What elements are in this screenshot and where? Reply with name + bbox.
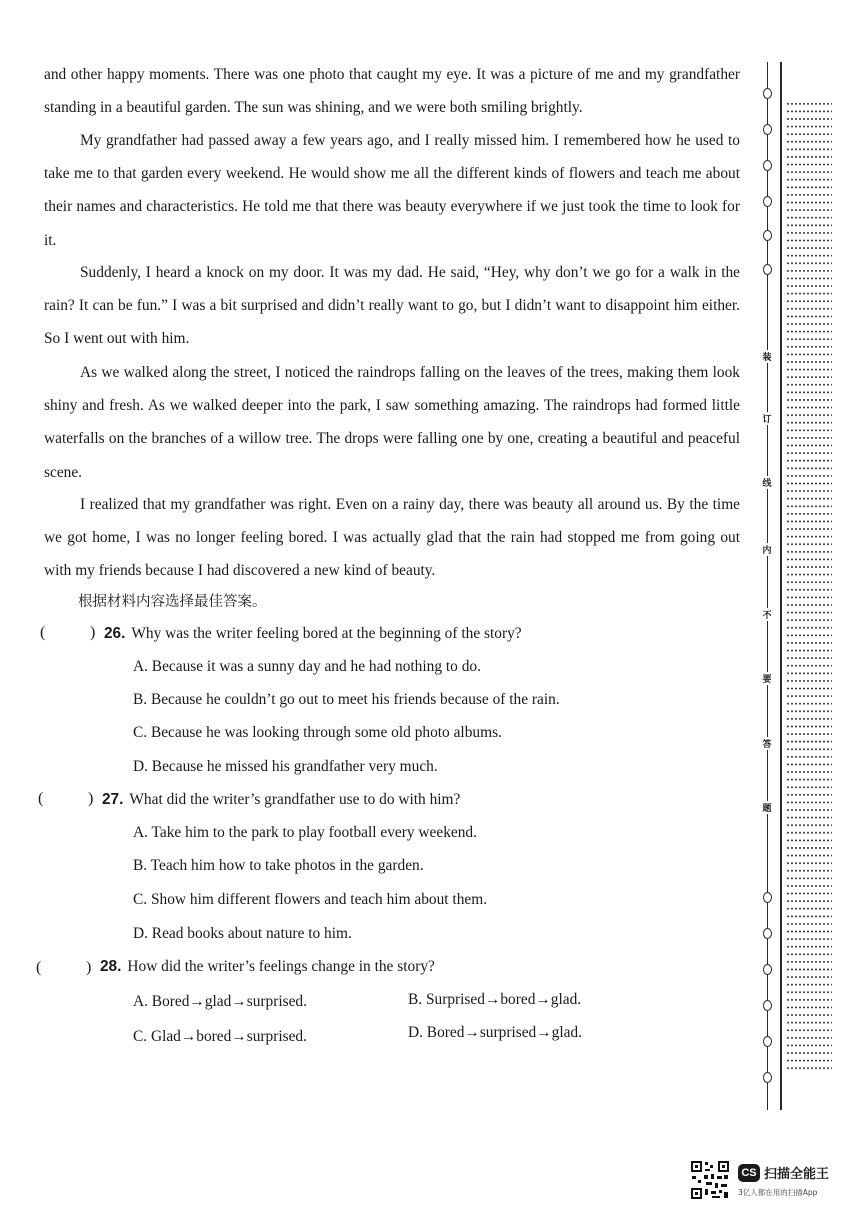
passage-paragraph-2: My grandfather had passed away a few years ago, and I really missed him. I remembered how he used to take me to that garden every weekend. He would show me all the different kinds of flowers and teach me about their names and characteristics. He told me that there was beauty everywhere if we just took the time to look for it.: [44, 132, 740, 249]
binding-hole-icon: [763, 1036, 772, 1047]
option-27-c: C. Show him different flowers and teach him about them.: [133, 891, 488, 908]
binding-hole-icon: [763, 124, 772, 135]
question-text: What did the writer’s grandfather use to do with him?: [129, 791, 461, 808]
question-27: [102, 791, 460, 809]
dotted-writing-area: [786, 100, 832, 1070]
binding-line: [767, 62, 768, 1110]
question-text: How did the writer’s feelings change in the story?: [127, 958, 435, 975]
binding-hole-icon: [763, 928, 772, 939]
binding-hole-icon: [763, 1000, 772, 1011]
binding-char: 要: [760, 672, 774, 685]
option-26-d: D. Because he missed his grandfather very much.: [133, 758, 438, 775]
answer-bracket-open: (: [36, 959, 42, 976]
question-number: 27.: [102, 791, 124, 808]
binding-hole-icon: [763, 892, 772, 903]
binding-char: 内: [760, 543, 774, 556]
option-28-d: D. Bored→surprised→glad.: [408, 1024, 582, 1041]
answer-bracket-open: (: [40, 624, 46, 641]
passage-paragraph-1: and other happy moments. There was one photo that caught my eye. It was a picture of me and my grandfather standing in a beautiful garden. The sun was shining, and we were both smiling brightly.: [44, 66, 740, 117]
question-text: Why was the writer feeling bored at the beginning of the story?: [131, 625, 522, 642]
binding-outer-line: [780, 62, 782, 1110]
question-number: 26.: [104, 625, 126, 642]
passage-paragraph-5: I realized that my grandfather was right. Even on a rainy day, there was beauty all around us. By the time we got home, I was no longer feeling bored. I was actually glad that the rain had stopped me from going out with my friends because I had discovered a new kind of beauty.: [44, 496, 740, 580]
binding-hole-icon: [763, 1072, 772, 1083]
answer-bracket-close: ): [88, 790, 94, 807]
answer-bracket-open: (: [38, 790, 44, 807]
option-26-a: A. Because it was a sunny day and he had nothing to do.: [133, 658, 481, 675]
binding-hole-icon: [763, 230, 772, 241]
option-26-c: C. Because he was looking through some old photo albums.: [133, 724, 502, 741]
binding-char: 题: [760, 801, 774, 814]
option-27-d: D. Read books about nature to him.: [133, 925, 352, 942]
answer-bracket-close: ): [90, 624, 96, 641]
binding-char: 线: [760, 476, 774, 489]
option-27-a: A. Take him to the park to play football every weekend.: [133, 824, 477, 841]
binding-char: 订: [760, 412, 774, 425]
question-28: [100, 958, 435, 976]
question-26: [104, 625, 522, 643]
instruction-text: 根据材料内容选择最佳答案。: [78, 594, 267, 610]
passage-paragraph-3: Suddenly, I heard a knock on my door. It was my dad. He said, “Hey, why don’t we go for a walk in the rain? It can be fun.” I was a bit surprised and didn’t really want to go, but I didn’t want to disappoint him either. So I went out with him.: [44, 264, 740, 348]
binding-hole-icon: [763, 964, 772, 975]
binding-char: 不: [760, 608, 774, 621]
option-28-c: C. Glad→bored→surprised.: [133, 1028, 307, 1045]
question-number: 28.: [100, 958, 122, 975]
binding-char: 答: [760, 737, 774, 750]
answer-bracket-close: ): [86, 959, 92, 976]
option-26-b: B. Because he couldn’t go out to meet his friends because of the rain.: [133, 691, 560, 708]
option-28-b: B. Surprised→bored→glad.: [408, 991, 582, 1008]
qr-code-icon: [690, 1160, 730, 1200]
passage-paragraph-4: As we walked along the street, I noticed the raindrops falling on the leaves of the trees, making them look shiny and fresh. As we walked deeper into the park, I saw something amazing. The raindrops had formed little waterfalls on the branches of a willow tree. The drops were falling one by one, creating a beautiful and peaceful scene.: [44, 364, 740, 481]
binding-char: 装: [760, 350, 774, 363]
binding-hole-icon: [763, 196, 772, 207]
binding-hole-icon: [763, 264, 772, 275]
binding-hole-icon: [763, 160, 772, 171]
option-27-b: B. Teach him how to take photos in the garden.: [133, 857, 424, 874]
camscanner-logo-icon: CS: [738, 1164, 760, 1182]
option-28-a: A. Bored→glad→surprised.: [133, 993, 307, 1010]
binding-hole-icon: [763, 88, 772, 99]
scanner-app-name: 扫描全能王: [764, 1167, 830, 1182]
scanner-tagline: 3亿人都在用的扫描App: [738, 1188, 818, 1197]
